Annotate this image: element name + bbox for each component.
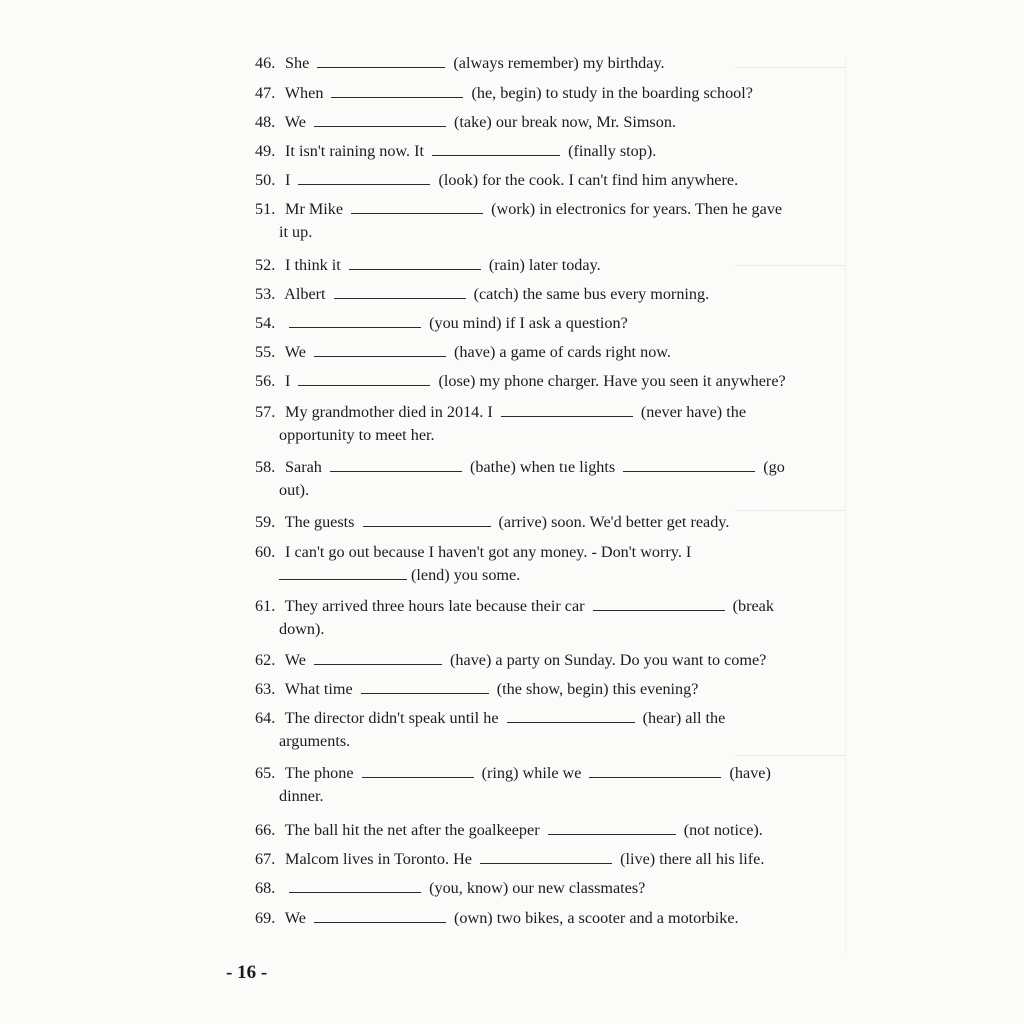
question-text-before: Sarah <box>285 458 322 476</box>
question-text-before: We <box>284 651 306 669</box>
question-text-after: (break <box>732 597 774 615</box>
question-number: 68. <box>255 879 276 897</box>
question-text-after: (work) in electronics for years. Then he gave <box>491 200 783 218</box>
question-number: 67. <box>255 850 276 868</box>
question-continuation: down). <box>279 620 325 638</box>
question-continuation: (lend) you some. <box>411 566 521 584</box>
question-54 <box>255 312 845 335</box>
question-text-after: (take) our break now, Mr. Simson. <box>454 113 676 131</box>
question-64 <box>255 707 845 753</box>
question-number: 60. <box>255 543 276 561</box>
question-65 <box>255 762 845 808</box>
answer-blank[interactable] <box>351 198 483 214</box>
question-61 <box>255 595 845 641</box>
question-text-after: (always remember) my birthday. <box>453 54 665 72</box>
question-number: 58. <box>255 458 276 476</box>
question-text-before: The ball hit the net after the goalkeeper <box>284 821 540 839</box>
question-number: 69. <box>255 909 276 927</box>
question-55 <box>255 341 845 364</box>
question-48 <box>255 111 845 134</box>
question-number: 65. <box>255 764 276 782</box>
question-text-before: The director didn't speak until he <box>284 709 499 727</box>
question-number: 57. <box>255 403 276 421</box>
question-52 <box>255 254 845 277</box>
question-49 <box>255 140 845 163</box>
question-number: 48. <box>255 113 276 131</box>
answer-blank[interactable] <box>317 52 445 68</box>
question-text-after: (he, begin) to study in the boarding school? <box>471 84 753 102</box>
question-text-after: (lose) my phone charger. Have you seen it anywhere? <box>438 372 786 390</box>
answer-blank[interactable] <box>501 401 633 417</box>
question-text-before: I <box>285 372 291 390</box>
question-59 <box>255 511 845 534</box>
question-text-before: We <box>284 909 306 927</box>
question-text-before: We <box>284 343 306 361</box>
question-text-after: (you, know) our new classmates? <box>429 879 646 897</box>
question-number: 59. <box>255 513 276 531</box>
question-46 <box>255 52 845 75</box>
question-57 <box>255 401 845 447</box>
question-number: 64. <box>255 709 276 727</box>
question-number: 50. <box>255 171 276 189</box>
answer-blank[interactable] <box>330 456 462 472</box>
question-66 <box>255 819 845 842</box>
question-text-after: (not notice). <box>683 821 763 839</box>
question-text-after: (own) two bikes, a scooter and a motorbike. <box>454 909 739 927</box>
answer-blank[interactable] <box>507 707 635 723</box>
answer-blank[interactable] <box>548 819 676 835</box>
question-text-before: Malcom lives in Toronto. He <box>285 850 472 868</box>
question-number: 52. <box>255 256 276 274</box>
question-69 <box>255 907 845 930</box>
question-number: 47. <box>255 84 276 102</box>
question-text-after: (rain) later today. <box>488 256 601 274</box>
question-text-after: (you mind) if I ask a question? <box>429 314 628 332</box>
question-text-after: (never have) the <box>640 403 746 421</box>
question-56 <box>255 370 845 393</box>
question-text-after: (catch) the same bus every morning. <box>473 285 710 303</box>
question-text-after: (go <box>763 458 785 476</box>
question-text-after: (the show, begin) this evening? <box>496 680 699 698</box>
question-text-before: The phone <box>284 764 354 782</box>
question-number: 66. <box>255 821 276 839</box>
question-number: 62. <box>255 651 276 669</box>
question-text-before: I can't go out because I haven't got any money. - Don't worry. I <box>285 543 692 561</box>
question-continuation: dinner. <box>279 787 324 805</box>
question-50 <box>255 169 845 192</box>
question-continuation: arguments. <box>279 732 351 750</box>
question-text-before: We <box>284 113 306 131</box>
answer-blank[interactable] <box>432 140 560 156</box>
answer-blank[interactable] <box>349 254 481 270</box>
question-number: 56. <box>255 372 276 390</box>
question-continuation: it up. <box>279 223 313 241</box>
question-text-before: It isn't raining now. It <box>285 142 425 160</box>
question-text-after: (have) a game of cards right now. <box>454 343 671 361</box>
answer-blank[interactable] <box>298 370 430 386</box>
question-text-middle: (bathe) when tıe lights <box>470 458 616 476</box>
answer-blank[interactable] <box>480 848 612 864</box>
answer-blank[interactable] <box>314 341 446 357</box>
question-text-before: Albert <box>284 285 326 303</box>
question-text-before: I <box>285 171 291 189</box>
question-text-after: (hear) all the <box>642 709 726 727</box>
answer-blank[interactable] <box>361 678 489 694</box>
answer-blank[interactable] <box>331 82 463 98</box>
question-text-before: When <box>284 84 324 102</box>
answer-blank[interactable] <box>593 595 725 611</box>
question-53 <box>255 283 845 306</box>
answer-blank[interactable] <box>363 511 491 527</box>
question-number: 55. <box>255 343 276 361</box>
answer-blank[interactable] <box>289 877 421 893</box>
answer-blank-2[interactable] <box>589 762 721 778</box>
question-text-after: (live) there all his life. <box>620 850 765 868</box>
question-continuation: opportunity to meet her. <box>279 426 435 444</box>
question-number: 49. <box>255 142 276 160</box>
question-58 <box>255 456 845 502</box>
question-text-before: My grandmother died in 2014. I <box>285 403 493 421</box>
question-text-before: Mr Mike <box>285 200 344 218</box>
question-text-middle: (ring) while we <box>481 764 582 782</box>
question-68 <box>255 877 845 900</box>
question-text-after: (finally stop). <box>568 142 657 160</box>
question-text-before: They arrived three hours late because their car <box>284 597 585 615</box>
question-number: 46. <box>255 54 276 72</box>
question-text-after: (have) <box>729 764 771 782</box>
question-continuation-line <box>255 564 845 587</box>
answer-blank[interactable] <box>298 169 430 185</box>
question-text-before: The guests <box>284 513 355 531</box>
question-47 <box>255 82 845 105</box>
question-text-before: I think it <box>285 256 341 274</box>
question-text-after: (arrive) soon. We'd better get ready. <box>498 513 730 531</box>
answer-blank[interactable] <box>279 564 407 580</box>
page-number: - 16 - <box>226 962 268 983</box>
question-63 <box>255 678 845 701</box>
question-51 <box>255 198 845 244</box>
question-62 <box>255 649 845 672</box>
question-number: 54. <box>255 314 276 332</box>
question-60 <box>255 541 845 587</box>
question-text-before: She <box>285 54 310 72</box>
question-number: 61. <box>255 597 276 615</box>
question-continuation: out). <box>279 481 310 499</box>
answer-blank-2[interactable] <box>623 456 755 472</box>
answer-blank[interactable] <box>314 649 442 665</box>
question-text-after: (have) a party on Sunday. Do you want to come? <box>450 651 767 669</box>
answer-blank[interactable] <box>334 283 466 299</box>
question-number: 51. <box>255 200 276 218</box>
answer-blank[interactable] <box>289 312 421 328</box>
question-text-after: (look) for the cook. I can't find him anywhere. <box>438 171 739 189</box>
answer-blank[interactable] <box>362 762 474 778</box>
answer-blank[interactable] <box>314 111 446 127</box>
question-number: 53. <box>255 285 276 303</box>
question-number: 63. <box>255 680 276 698</box>
question-67 <box>255 848 845 871</box>
question-text-before: What time <box>284 680 353 698</box>
answer-blank[interactable] <box>314 907 446 923</box>
